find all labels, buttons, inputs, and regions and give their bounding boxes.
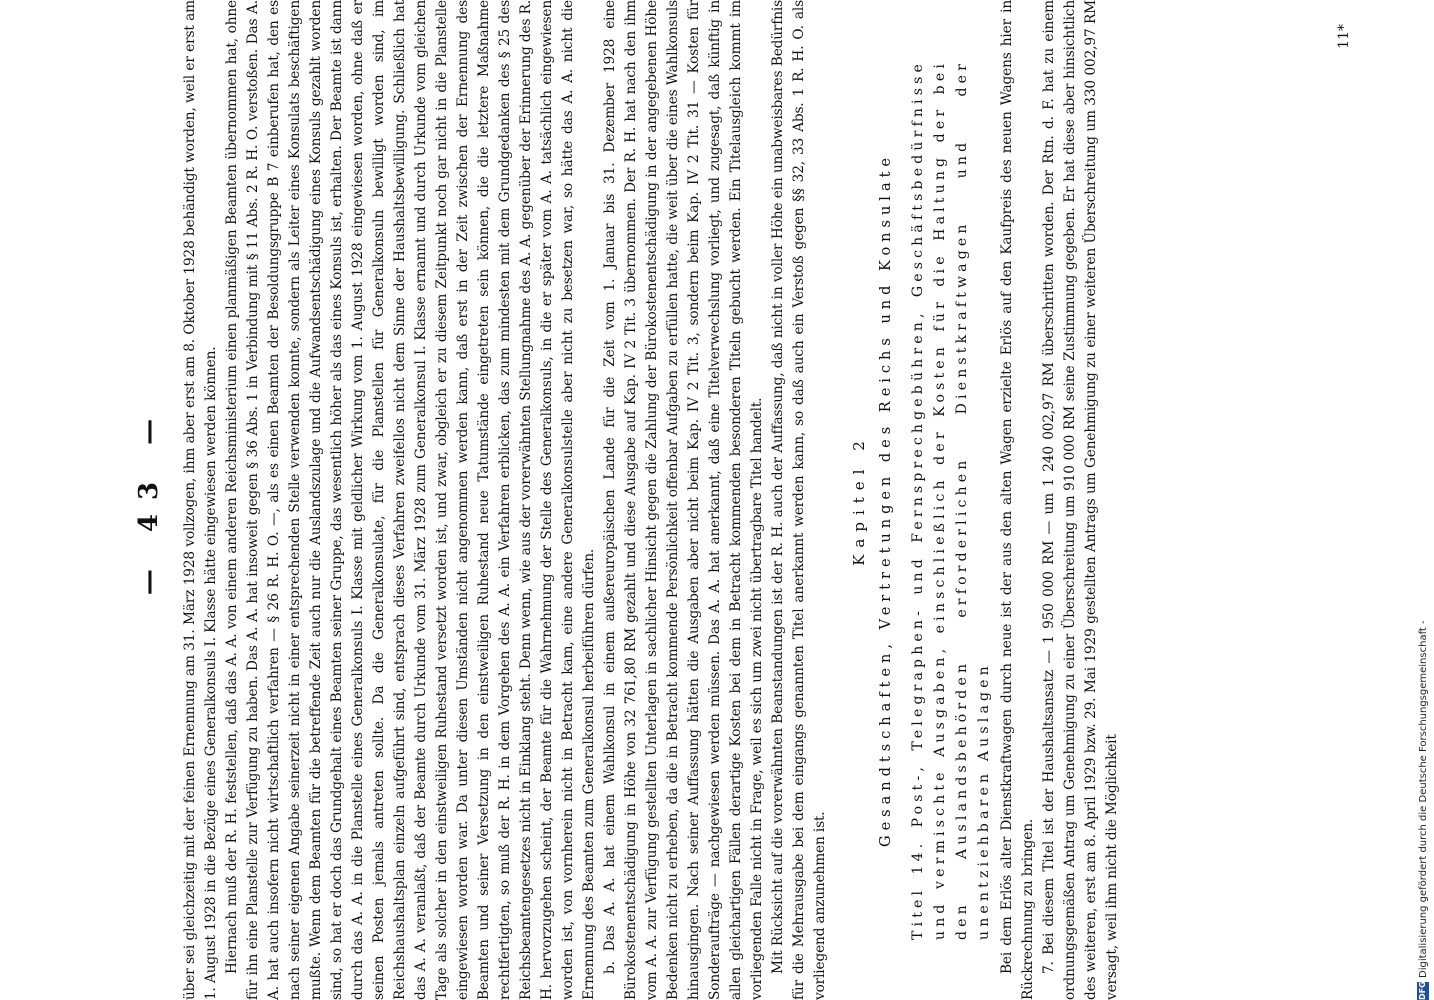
title-heading: Titel 14. Post-, Telegraphen- und Fernsprechgebühren, Geschäftsbedürfnisse und vermischte Ausgaben, einschließlich der Kosten für die Haltung der bei den Auslandsbehörden erforderlichen Dienstkraftwagen und der unentziehbaren Auslagen [910,60,992,940]
paragraph: Hiernach muß der R. H. feststellen, daß das A. A. von einem anderen Reichsministerium einen planmäßigen Beamten übernommen hat, ohne für ihn eine Planstelle zur Verfügung zu haben. Das A. A. hat insoweit gegen § 36 Abs. 1 in Verbindung mit § 11 Abs. 2 R. H. O. verstoßen. Das A. A. hat auch insofern nicht wirtschaftlich verfahren — § 26 R. H. O. —, als es einen Beamten der Besoldungsgruppe B 7 einberufen hat, den es nach seiner eigenen Angabe seinerzeit nicht in einer entsprechenden Stelle verwenden konnte, sondern als Leiter eines Konsulats beschäftigen mußte. Wenn dem Beamten für die betreffende Zeit auch nur die Auslandszulage und die Aufwandsentschädigung eines Konsuls gezahlt worden sind, so hat er doch das Grundgehalt eines Beamten seiner Gruppe, das wesentlich höher als das eines Konsuls ist, erhalten. Der Beamte ist dann durch das A. A. in die Planstelle eines Generalkonsuls I. Klasse mit geldlicher Wirkung vom 1. August 1928 eingewiesen worden, ohne daß er seinen Posten jemals antreten sollte. Da die Generalkonsulate, für die Planstellen für Generalkonsuln bewilligt worden sind, im Reichshaushaltsplan einzeln aufgeführt sind, entsprach dieses Verfahren zweifellos nicht dem Sinne der Haushaltsbewilligung. Schließlich hat das A. A. veranlaßt, daß der Beamte durch Urkunde vom 31. März 1928 zum Generalkonsul I. Klasse ernannt und durch Urkunde vom gleichen Tage als solcher in den einstweiligen Ruhestand versetzt worden ist, und zwar, obgleich er zu diesem Zeitpunkt noch gar nicht in die Planstelle eingewiesen worden war. Da unter diesen Umständen nicht angenommen werden kann, daß erst in der Zeit zwischen der Ernennung des Beamten und seiner Versetzung in den einstweiligen Ruhestand neue Tatumstände eingetreten sein können, die die letztere Maßnahme rechtfertigten, so muß der R. H. in dem Vorgehen des A. A. ein Verfahren erblicken, das zum mindesten mit dem Grundgedanken des § 25 des Reichsbeamtengesetzes nicht in Einklang steht. Denn wenn, wie aus der vorerwähnten Stellungnahme des A. A. gegenüber der Erinnerung des R. H. hervorzugehen scheint, der Beamte für die Wahrnehmung der Stelle des Generalkonsuls, in die er später vom A. A. tatsächlich eingewiesen worden ist, von vornherein nicht in Betracht kam, eine andere Generalkonsulstelle aber nicht zu besetzen war, so hätte das A. A. nicht die Ernennung des Beamten zum Generalkonsul herbeiführen dürfen. [224,0,597,1000]
paragraph: b. Das A. A. hat einem Wahlkonsul in einem außereuropäischen Lande für die Zeit vom 1. Januar bis 31. Dezember 1928 eine Bürokostenentschädigung in Höhe von 32 761,80 RM gezahlt und diese Ausgabe auf Kap. IV 2 Tit. 3 übernommen. Der R. H. hat nach den ihm vom A. A. zur Verfügung gestellten Unterlagen in sachlicher Hinsicht gegen die Zahlung der Bürokostenentschädigung in der angegebenen Höhe Bedenken nicht zu erheben, da die in Betracht kommende Persönlichkeit offenbar Aufgaben zu erfüllen hatte, die weit über die eines Wahlkonsuls hinausgingen. Nach seiner Auffassung hätten die Ausgaben aber nicht beim Kap. IV 2 Tit. 3, sondern beim Kap. IV 2 Tit. 31 — Kosten für Sonderaufträge — nachgewiesen werden müssen. Das A. A. hat anerkannt, daß eine Titelverwechslung vorliegt, und zugesagt, daß künftig in allen gleichartigen Fällen derartige Kosten bei dem in Betracht kommenden besonderen Titeln gebucht werden. Ein Titelausgleich kommt im vorliegenden Falle nicht in Frage, weil es sich um zwei nicht übertragbare Titel handelt. [602,0,765,1000]
dfg-logo: DFG [1418,981,1427,1000]
signature-mark: 11* [1336,24,1352,49]
page-number: — 43 — [134,404,164,596]
text-body [180,0,1123,1000]
paragraph: 7. Bei diesem Titel ist der Haushaltsansatz — 1 950 000 RM — um 1 240 002,97 RM überschritten worden. Der Rtn. d. F. hat zu einem ordnungsgemäßen Antrag um Genehmigung zu einer Überschreitung um 910 000 RM seine Zustimmung gegeben. Er hat diese aber hinsichtlich des weiteren, erst am 8. April 1929 bzw. 29. Mai 1929 gestellten Antrags um Genehmigung zu einer weiteren Überschreitung um 330 002,97 RM versagt, weil ihm nicht die Möglichkeit [1041,0,1120,1000]
chapter-subtitle: Gesandtschaften, Vertretungen des Reichs und Konsulate [878,153,894,847]
chapter-title: Kapitel 2 [850,434,868,566]
paragraph: über sei gleichzeitig mit der feinen Ernennung am 31. März 1928 vollzogen, ihm aber erst am 8. Oktober 1928 behändigt worden, weil er erst am 1. August 1928 in die Bezüge eines Generalkonsuls I. Klasse hätte eingewiesen werden können. [182,0,219,1000]
paragraph: Bei dem Erlös alter Dienstkraftwagen durch neue ist der aus den alten Wagen erzielte Erlös auf den Kaufpreis des neuen Wagens hier in Rückrechnung zu bringen. [999,0,1036,1000]
page-content [132,0,1352,1000]
digitization-note-text: Digitalisierung gefördert durch die Deutsche Forschungsgemeinschaft - [1417,620,1429,978]
page-header [132,0,176,1000]
paragraph: Mit Rücksicht auf die vorerwähnten Beanstandungen ist der R. H. auch der Auffassung, daß nicht in voller Höhe ein unabweisbares Bedürfnis für die Mehrausgabe bei dem eingangs genannten Titel anerkannt werden kann, so daß auch ein Verstoß gegen §§ 32, 33 Abs. 1 R. H. O. als vorliegend anzunehmen ist. [770,0,828,1000]
digitization-note [1412,0,1434,1000]
